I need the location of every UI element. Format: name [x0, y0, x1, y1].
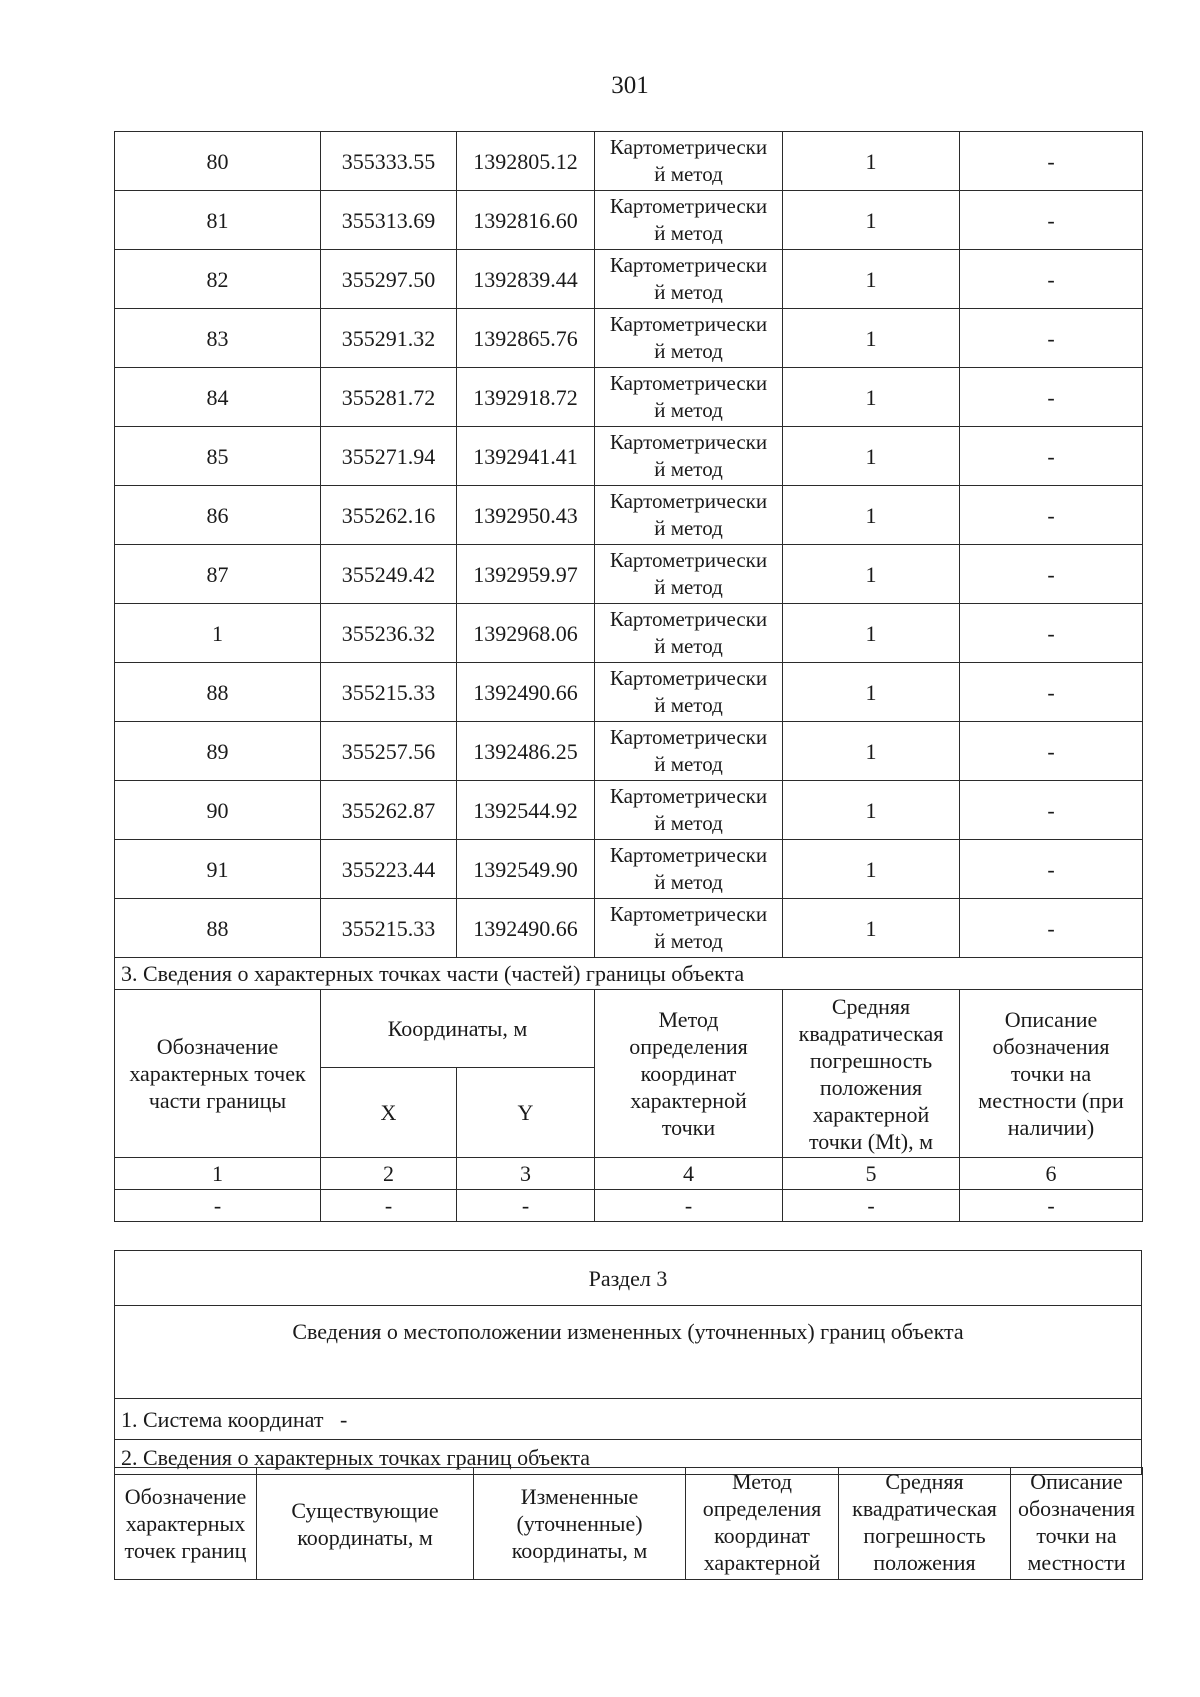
accuracy: 1: [783, 545, 960, 604]
points-table: [114, 131, 1143, 1222]
points-table-body: [115, 132, 1143, 958]
method: [595, 899, 783, 958]
column-number: 5: [783, 1158, 960, 1190]
table-row: [115, 899, 1143, 958]
point-id: 90: [115, 781, 321, 840]
method-line: Картометрически: [609, 312, 768, 336]
coord-x: 355215.33: [321, 663, 457, 722]
coord-y: 1392968.06: [457, 604, 595, 663]
header-designation: Обозначение характерных точек границ: [115, 1468, 257, 1580]
method: [595, 250, 783, 309]
method-line: Картометрически: [609, 194, 768, 218]
table-row: [115, 781, 1143, 840]
accuracy: 1: [783, 191, 960, 250]
method-line: й метод: [654, 752, 723, 776]
accuracy: 1: [783, 368, 960, 427]
description: -: [960, 309, 1143, 368]
method-line: Картометрически: [609, 666, 768, 690]
method: [595, 545, 783, 604]
table-row: [115, 486, 1143, 545]
method: [595, 309, 783, 368]
header-accuracy: Средняя квадратическая погрешность положения: [839, 1468, 1011, 1580]
method: [595, 486, 783, 545]
point-id: 84: [115, 368, 321, 427]
method-line: й метод: [654, 339, 723, 363]
method-line: й метод: [654, 693, 723, 717]
empty-cell: -: [321, 1190, 457, 1222]
coord-y: 1392544.92: [457, 781, 595, 840]
method: [595, 604, 783, 663]
point-id: 80: [115, 132, 321, 191]
table-row: [115, 309, 1143, 368]
point-id: 1: [115, 604, 321, 663]
description: -: [960, 604, 1143, 663]
coord-x: 355313.69: [321, 191, 457, 250]
method-line: Картометрически: [609, 430, 768, 454]
coordinate-system-value: -: [339, 1406, 348, 1432]
description: -: [960, 840, 1143, 899]
section3-header-table: [114, 1467, 1143, 1580]
coord-y: 1392941.41: [457, 427, 595, 486]
coord-x: 355257.56: [321, 722, 457, 781]
table-row: [115, 840, 1143, 899]
point-id: 82: [115, 250, 321, 309]
accuracy: 1: [783, 604, 960, 663]
method-line: Картометрически: [609, 902, 768, 926]
description: -: [960, 427, 1143, 486]
table-row: [115, 368, 1143, 427]
description: -: [960, 722, 1143, 781]
coord-x: 355262.87: [321, 781, 457, 840]
method-line: й метод: [654, 634, 723, 658]
coord-x: 355223.44: [321, 840, 457, 899]
coord-y: 1392549.90: [457, 840, 595, 899]
coord-x: 355291.32: [321, 309, 457, 368]
table-row: [115, 191, 1143, 250]
column-numbers-row: [115, 1158, 1143, 1190]
header-description: Описание обозначения точки на местности: [1011, 1468, 1143, 1580]
coordinate-system-label: 1. Система координат: [121, 1406, 324, 1432]
method-line: Картометрически: [609, 607, 768, 631]
method-line: Картометрически: [609, 253, 768, 277]
table-row: [115, 132, 1143, 191]
accuracy: 1: [783, 427, 960, 486]
accuracy: 1: [783, 250, 960, 309]
method-line: й метод: [654, 457, 723, 481]
coord-x: 355271.94: [321, 427, 457, 486]
coord-x: 355262.16: [321, 486, 457, 545]
method-line: Картометрически: [609, 489, 768, 513]
header-designation: Обозначение характерных точек части границы: [115, 990, 321, 1158]
header-existing-coordinates: Существующие координаты, м: [257, 1468, 474, 1580]
description: -: [960, 191, 1143, 250]
description: -: [960, 663, 1143, 722]
page-number: 301: [611, 72, 649, 99]
method-line: й метод: [654, 221, 723, 245]
description: -: [960, 486, 1143, 545]
method: [595, 663, 783, 722]
point-id: 91: [115, 840, 321, 899]
method-line: й метод: [654, 516, 723, 540]
method-line: Картометрически: [609, 784, 768, 808]
method-line: й метод: [654, 398, 723, 422]
point-id: 87: [115, 545, 321, 604]
coord-x: 355215.33: [321, 899, 457, 958]
coord-y: 1392486.25: [457, 722, 595, 781]
description: -: [960, 899, 1143, 958]
method: [595, 132, 783, 191]
point-id: 88: [115, 899, 321, 958]
point-id: 86: [115, 486, 321, 545]
accuracy: 1: [783, 722, 960, 781]
accuracy: 1: [783, 840, 960, 899]
description: -: [960, 781, 1143, 840]
empty-parts-row: [115, 1190, 1143, 1222]
table-row: [115, 545, 1143, 604]
section3-subtitle: Сведения о местоположении измененных (уточненных) границ объекта: [115, 1306, 1142, 1399]
empty-cell: -: [595, 1190, 783, 1222]
section3-title: Раздел 3: [115, 1251, 1142, 1306]
method-line: Картометрически: [609, 843, 768, 867]
accuracy: 1: [783, 663, 960, 722]
coordinate-system-row: [115, 1399, 1142, 1440]
header-coordinates: Координаты, м: [321, 990, 595, 1068]
empty-cell: -: [783, 1190, 960, 1222]
method: [595, 368, 783, 427]
accuracy: 1: [783, 486, 960, 545]
coord-y: 1392918.72: [457, 368, 595, 427]
method: [595, 427, 783, 486]
coord-x: 355333.55: [321, 132, 457, 191]
table-row: [115, 250, 1143, 309]
coord-x: 355249.42: [321, 545, 457, 604]
column-number: 6: [960, 1158, 1143, 1190]
table-row: [115, 722, 1143, 781]
method-line: й метод: [654, 280, 723, 304]
points-heading: 2. Сведения о характерных точках границ объекта: [115, 1440, 1142, 1475]
point-id: 81: [115, 191, 321, 250]
method: [595, 840, 783, 899]
header-accuracy: Средняя квадратическая погрешность положения характерной точки (Mt), м: [783, 990, 960, 1158]
method: [595, 191, 783, 250]
coord-x: 355281.72: [321, 368, 457, 427]
coord-y: 1392959.97: [457, 545, 595, 604]
method-line: й метод: [654, 870, 723, 894]
accuracy: 1: [783, 309, 960, 368]
empty-cell: -: [960, 1190, 1143, 1222]
coord-y: 1392950.43: [457, 486, 595, 545]
table-row: [115, 604, 1143, 663]
method-line: Картометрически: [609, 135, 768, 159]
method-line: й метод: [654, 811, 723, 835]
coord-x: 355297.50: [321, 250, 457, 309]
description: -: [960, 545, 1143, 604]
coord-y: 1392865.76: [457, 309, 595, 368]
method-line: Картометрически: [609, 725, 768, 749]
header-changed-coordinates: Измененные (уточненные) координаты, м: [474, 1468, 686, 1580]
point-id: 88: [115, 663, 321, 722]
description: -: [960, 132, 1143, 191]
header-method: Метод определения координат характерной: [686, 1468, 839, 1580]
header-y: Y: [457, 1068, 595, 1158]
header-method: Метод определения координат характерной точки: [595, 990, 783, 1158]
column-number: 4: [595, 1158, 783, 1190]
coord-x: 355236.32: [321, 604, 457, 663]
method-line: й метод: [654, 162, 723, 186]
empty-cell: -: [457, 1190, 595, 1222]
method: [595, 722, 783, 781]
empty-cell: -: [115, 1190, 321, 1222]
column-number: 2: [321, 1158, 457, 1190]
header-x: X: [321, 1068, 457, 1158]
method-line: й метод: [654, 929, 723, 953]
table-row: [115, 427, 1143, 486]
coord-y: 1392839.44: [457, 250, 595, 309]
description: -: [960, 250, 1143, 309]
coord-y: 1392816.60: [457, 191, 595, 250]
section3-table: [114, 1250, 1142, 1475]
description: -: [960, 368, 1143, 427]
point-id: 85: [115, 427, 321, 486]
accuracy: 1: [783, 781, 960, 840]
accuracy: 1: [783, 899, 960, 958]
method-line: Картометрически: [609, 371, 768, 395]
point-id: 89: [115, 722, 321, 781]
coord-y: 1392805.12: [457, 132, 595, 191]
column-number: 1: [115, 1158, 321, 1190]
table-row: [115, 663, 1143, 722]
method-line: Картометрически: [609, 548, 768, 572]
coord-y: 1392490.66: [457, 663, 595, 722]
column-number: 3: [457, 1158, 595, 1190]
method-line: й метод: [654, 575, 723, 599]
coord-y: 1392490.66: [457, 899, 595, 958]
header-description: Описание обозначения точки на местности (при наличии): [960, 990, 1143, 1158]
method: [595, 781, 783, 840]
point-id: 83: [115, 309, 321, 368]
parts-section-heading: 3. Сведения о характерных точках части (частей) границы объекта: [115, 958, 1143, 990]
accuracy: 1: [783, 132, 960, 191]
